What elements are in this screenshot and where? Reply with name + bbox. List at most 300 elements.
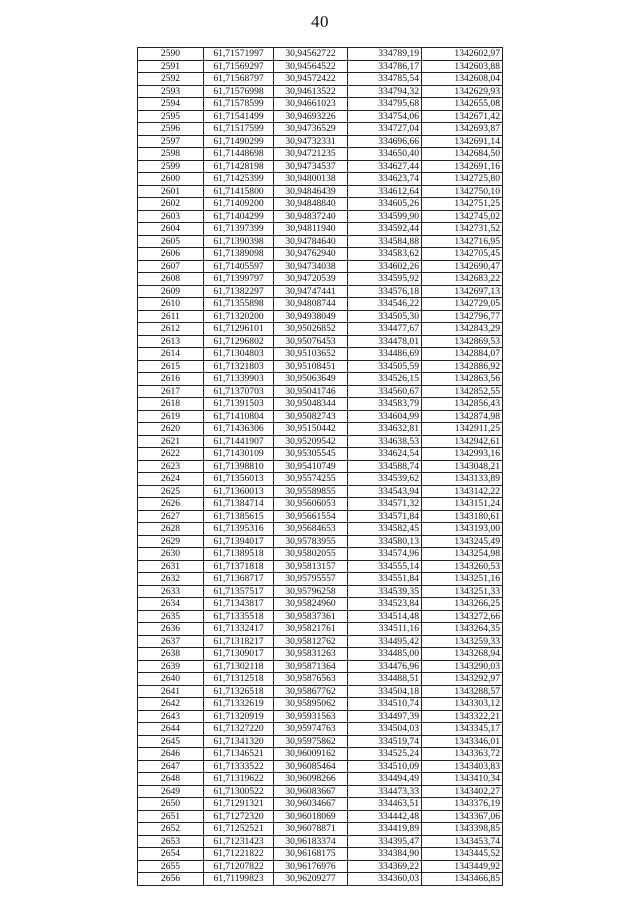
point-number-cell: 2625 [138,485,204,498]
longitude-cell: 30,96085464 [274,760,348,773]
latitude-cell: 61,71221822 [204,848,274,861]
longitude-cell: 30,94808744 [274,298,348,311]
x-coordinate-cell: 334497,39 [348,710,422,723]
x-coordinate-cell: 334395,47 [348,835,422,848]
y-coordinate-cell: 1343259,33 [422,635,503,648]
latitude-cell: 61,71357517 [204,585,274,598]
latitude-cell: 61,71207822 [204,860,274,873]
table-row [138,223,503,236]
latitude-cell: 61,71384714 [204,498,274,511]
longitude-cell: 30,96034667 [274,798,348,811]
point-number-cell: 2594 [138,98,204,111]
latitude-cell: 61,71302118 [204,660,274,673]
point-number-cell: 2617 [138,385,204,398]
longitude-cell: 30,94572422 [274,73,348,86]
table-row [138,323,503,336]
point-number-cell: 2611 [138,310,204,323]
x-coordinate-cell: 334504,18 [348,685,422,698]
point-number-cell: 2654 [138,848,204,861]
point-number-cell: 2621 [138,435,204,448]
y-coordinate-cell: 1343466,85 [422,873,503,886]
table-row [138,760,503,773]
table-row [138,185,503,198]
longitude-cell: 30,95076453 [274,335,348,348]
x-coordinate-cell: 334510,74 [348,698,422,711]
latitude-cell: 61,71252521 [204,823,274,836]
table-row [138,298,503,311]
y-coordinate-cell: 1342655,08 [422,98,503,111]
y-coordinate-cell: 1342690,47 [422,260,503,273]
point-number-cell: 2620 [138,423,204,436]
table-row [138,698,503,711]
point-number-cell: 2640 [138,673,204,686]
table-row [138,110,503,123]
point-number-cell: 2615 [138,360,204,373]
longitude-cell: 30,94811940 [274,223,348,236]
latitude-cell: 61,71391503 [204,398,274,411]
longitude-cell: 30,94747441 [274,285,348,298]
y-coordinate-cell: 1342886,92 [422,360,503,373]
table-row [138,248,503,261]
point-number-cell: 2593 [138,85,204,98]
y-coordinate-cell: 1342671,42 [422,110,503,123]
y-coordinate-cell: 1343322,21 [422,710,503,723]
x-coordinate-cell: 334571,84 [348,510,422,523]
latitude-cell: 61,71389098 [204,248,274,261]
latitude-cell: 61,71355898 [204,298,274,311]
y-coordinate-cell: 1343288,57 [422,685,503,698]
point-number-cell: 2655 [138,860,204,873]
table-row [138,510,503,523]
page-number: 40 [311,12,329,31]
x-coordinate-cell: 334485,00 [348,648,422,661]
longitude-cell: 30,95895062 [274,698,348,711]
table-row [138,348,503,361]
coordinates-table [137,47,503,886]
table-row [138,585,503,598]
y-coordinate-cell: 1342856,43 [422,398,503,411]
table-row [138,373,503,386]
latitude-cell: 61,71385615 [204,510,274,523]
table-row [138,148,503,161]
table-row [138,573,503,586]
latitude-cell: 61,71448698 [204,148,274,161]
table-row [138,435,503,448]
longitude-cell: 30,94800138 [274,173,348,186]
x-coordinate-cell: 334511,16 [348,623,422,636]
longitude-cell: 30,95606053 [274,498,348,511]
table-row [138,523,503,536]
point-number-cell: 2616 [138,373,204,386]
longitude-cell: 30,95802055 [274,548,348,561]
x-coordinate-cell: 334555,14 [348,560,422,573]
y-coordinate-cell: 1342603,88 [422,60,503,73]
longitude-cell: 30,95974763 [274,723,348,736]
point-number-cell: 2597 [138,135,204,148]
longitude-cell: 30,96009162 [274,748,348,761]
point-number-cell: 2591 [138,60,204,73]
x-coordinate-cell: 334551,84 [348,573,422,586]
latitude-cell: 61,71335518 [204,610,274,623]
point-number-cell: 2637 [138,635,204,648]
point-number-cell: 2590 [138,48,204,61]
table-row [138,873,503,886]
y-coordinate-cell: 1343266,25 [422,598,503,611]
y-coordinate-cell: 1342863,56 [422,373,503,386]
longitude-cell: 30,95831263 [274,648,348,661]
latitude-cell: 61,71399797 [204,273,274,286]
table-row [138,160,503,173]
y-coordinate-cell: 1342751,25 [422,198,503,211]
table-row [138,48,503,61]
table-row [138,260,503,273]
point-number-cell: 2596 [138,123,204,136]
latitude-cell: 61,71272320 [204,810,274,823]
latitude-cell: 61,71296101 [204,323,274,336]
latitude-cell: 61,71428198 [204,160,274,173]
point-number-cell: 2634 [138,598,204,611]
table-row [138,810,503,823]
y-coordinate-cell: 1343272,66 [422,610,503,623]
longitude-cell: 30,95975862 [274,735,348,748]
y-coordinate-cell: 1343268,94 [422,648,503,661]
x-coordinate-cell: 334602,26 [348,260,422,273]
y-coordinate-cell: 1343193,00 [422,523,503,536]
latitude-cell: 61,71517599 [204,123,274,136]
longitude-cell: 30,95410749 [274,460,348,473]
x-coordinate-cell: 334510,09 [348,760,422,773]
point-number-cell: 2635 [138,610,204,623]
y-coordinate-cell: 1342993,16 [422,448,503,461]
longitude-cell: 30,95931563 [274,710,348,723]
table-row [138,173,503,186]
latitude-cell: 61,71356013 [204,473,274,486]
x-coordinate-cell: 334526,15 [348,373,422,386]
latitude-cell: 61,71320919 [204,710,274,723]
y-coordinate-cell: 1343251,33 [422,585,503,598]
y-coordinate-cell: 1343376,19 [422,798,503,811]
x-coordinate-cell: 334754,06 [348,110,422,123]
point-number-cell: 2648 [138,773,204,786]
longitude-cell: 30,96083667 [274,785,348,798]
y-coordinate-cell: 1342843,29 [422,323,503,336]
longitude-cell: 30,95150442 [274,423,348,436]
x-coordinate-cell: 334576,18 [348,285,422,298]
point-number-cell: 2653 [138,835,204,848]
y-coordinate-cell: 1342745,02 [422,210,503,223]
latitude-cell: 61,71394017 [204,535,274,548]
longitude-cell: 30,95813157 [274,560,348,573]
table-row [138,610,503,623]
table-row [138,710,503,723]
point-number-cell: 2623 [138,460,204,473]
x-coordinate-cell: 334360,03 [348,873,422,886]
table-row [138,398,503,411]
x-coordinate-cell: 334539,62 [348,473,422,486]
latitude-cell: 61,71231423 [204,835,274,848]
longitude-cell: 30,94736529 [274,123,348,136]
y-coordinate-cell: 1342731,52 [422,223,503,236]
longitude-cell: 30,94721235 [274,148,348,161]
latitude-cell: 61,71371818 [204,560,274,573]
y-coordinate-cell: 1343410,34 [422,773,503,786]
longitude-cell: 30,95209542 [274,435,348,448]
point-number-cell: 2643 [138,710,204,723]
x-coordinate-cell: 334495,42 [348,635,422,648]
point-number-cell: 2619 [138,410,204,423]
longitude-cell: 30,95812762 [274,635,348,648]
coordinates-table-body [138,48,503,886]
table-row [138,73,503,86]
longitude-cell: 30,95041746 [274,385,348,398]
x-coordinate-cell: 334494,49 [348,773,422,786]
point-number-cell: 2652 [138,823,204,836]
y-coordinate-cell: 1342796,77 [422,310,503,323]
table-row [138,685,503,698]
latitude-cell: 61,71320200 [204,310,274,323]
x-coordinate-cell: 334571,32 [348,498,422,511]
latitude-cell: 61,71332619 [204,698,274,711]
y-coordinate-cell: 1342629,93 [422,85,503,98]
latitude-cell: 61,71398810 [204,460,274,473]
x-coordinate-cell: 334794,32 [348,85,422,98]
latitude-cell: 61,71360013 [204,485,274,498]
y-coordinate-cell: 1342884,07 [422,348,503,361]
longitude-cell: 30,95589855 [274,485,348,498]
longitude-cell: 30,95026852 [274,323,348,336]
latitude-cell: 61,71390398 [204,235,274,248]
x-coordinate-cell: 334419,89 [348,823,422,836]
table-row [138,748,503,761]
y-coordinate-cell: 1343260,53 [422,560,503,573]
point-number-cell: 2606 [138,248,204,261]
latitude-cell: 61,71332417 [204,623,274,636]
y-coordinate-cell: 1342691,14 [422,135,503,148]
longitude-cell: 30,95063649 [274,373,348,386]
latitude-cell: 61,71576998 [204,85,274,98]
table-row [138,798,503,811]
latitude-cell: 61,71405597 [204,260,274,273]
longitude-cell: 30,95783955 [274,535,348,548]
latitude-cell: 61,71312518 [204,673,274,686]
point-number-cell: 2610 [138,298,204,311]
y-coordinate-cell: 1343151,24 [422,498,503,511]
latitude-cell: 61,71430109 [204,448,274,461]
y-coordinate-cell: 1342911,25 [422,423,503,436]
latitude-cell: 61,71339903 [204,373,274,386]
y-coordinate-cell: 1343398,85 [422,823,503,836]
x-coordinate-cell: 334727,04 [348,123,422,136]
table-row [138,623,503,636]
x-coordinate-cell: 334574,96 [348,548,422,561]
y-coordinate-cell: 1343303,12 [422,698,503,711]
latitude-cell: 61,71309017 [204,648,274,661]
point-number-cell: 2650 [138,798,204,811]
table-row [138,135,503,148]
x-coordinate-cell: 334583,62 [348,248,422,261]
x-coordinate-cell: 334539,35 [348,585,422,598]
longitude-cell: 30,94846439 [274,185,348,198]
table-row [138,835,503,848]
y-coordinate-cell: 1343245,49 [422,535,503,548]
point-number-cell: 2604 [138,223,204,236]
longitude-cell: 30,95837361 [274,610,348,623]
x-coordinate-cell: 334696,66 [348,135,422,148]
point-number-cell: 2599 [138,160,204,173]
point-number-cell: 2605 [138,235,204,248]
x-coordinate-cell: 334623,74 [348,173,422,186]
table-row [138,85,503,98]
table-row [138,310,503,323]
longitude-cell: 30,94732331 [274,135,348,148]
longitude-cell: 30,95048344 [274,398,348,411]
point-number-cell: 2607 [138,260,204,273]
y-coordinate-cell: 1342693,87 [422,123,503,136]
latitude-cell: 61,71326518 [204,685,274,698]
x-coordinate-cell: 334442,48 [348,810,422,823]
longitude-cell: 30,95684653 [274,523,348,536]
x-coordinate-cell: 334476,96 [348,660,422,673]
point-number-cell: 2624 [138,473,204,486]
latitude-cell: 61,71327220 [204,723,274,736]
longitude-cell: 30,95796258 [274,585,348,598]
latitude-cell: 61,71343817 [204,598,274,611]
x-coordinate-cell: 334504,03 [348,723,422,736]
point-number-cell: 2638 [138,648,204,661]
x-coordinate-cell: 334632,81 [348,423,422,436]
y-coordinate-cell: 1343345,17 [422,723,503,736]
point-number-cell: 2592 [138,73,204,86]
y-coordinate-cell: 1342750,10 [422,185,503,198]
point-number-cell: 2613 [138,335,204,348]
longitude-cell: 30,96098266 [274,773,348,786]
point-number-cell: 2630 [138,548,204,561]
x-coordinate-cell: 334477,67 [348,323,422,336]
longitude-cell: 30,94693226 [274,110,348,123]
longitude-cell: 30,96209277 [274,873,348,886]
longitude-cell: 30,96018069 [274,810,348,823]
latitude-cell: 61,71441907 [204,435,274,448]
point-number-cell: 2644 [138,723,204,736]
longitude-cell: 30,94720539 [274,273,348,286]
latitude-cell: 61,71410804 [204,410,274,423]
latitude-cell: 61,71389518 [204,548,274,561]
latitude-cell: 61,71578599 [204,98,274,111]
table-row [138,823,503,836]
point-number-cell: 2614 [138,348,204,361]
table-row [138,360,503,373]
x-coordinate-cell: 334525,24 [348,748,422,761]
point-number-cell: 2626 [138,498,204,511]
table-row [138,423,503,436]
table-row [138,60,503,73]
latitude-cell: 61,71436306 [204,423,274,436]
longitude-cell: 30,94762940 [274,248,348,261]
point-number-cell: 2598 [138,148,204,161]
latitude-cell: 61,71199823 [204,873,274,886]
table-row [138,635,503,648]
table-row [138,660,503,673]
point-number-cell: 2632 [138,573,204,586]
y-coordinate-cell: 1343254,98 [422,548,503,561]
latitude-cell: 61,71409200 [204,198,274,211]
x-coordinate-cell: 334605,26 [348,198,422,211]
longitude-cell: 30,94784640 [274,235,348,248]
y-coordinate-cell: 1343290,03 [422,660,503,673]
table-row [138,198,503,211]
point-number-cell: 2641 [138,685,204,698]
latitude-cell: 61,71415800 [204,185,274,198]
latitude-cell: 61,71319622 [204,773,274,786]
y-coordinate-cell: 1343403,83 [422,760,503,773]
table-row [138,448,503,461]
y-coordinate-cell: 1343292,97 [422,673,503,686]
latitude-cell: 61,71397399 [204,223,274,236]
latitude-cell: 61,71304803 [204,348,274,361]
latitude-cell: 61,71300522 [204,785,274,798]
table-row [138,335,503,348]
longitude-cell: 30,96183374 [274,835,348,848]
table-row [138,673,503,686]
point-number-cell: 2618 [138,398,204,411]
latitude-cell: 61,71346521 [204,748,274,761]
y-coordinate-cell: 1342869,53 [422,335,503,348]
x-coordinate-cell: 334624,54 [348,448,422,461]
table-row [138,285,503,298]
longitude-cell: 30,95103652 [274,348,348,361]
point-number-cell: 2636 [138,623,204,636]
x-coordinate-cell: 334505,30 [348,310,422,323]
point-number-cell: 2628 [138,523,204,536]
y-coordinate-cell: 1343133,89 [422,473,503,486]
longitude-cell: 30,94562722 [274,48,348,61]
latitude-cell: 61,71382297 [204,285,274,298]
x-coordinate-cell: 334514,48 [348,610,422,623]
longitude-cell: 30,94938049 [274,310,348,323]
x-coordinate-cell: 334795,68 [348,98,422,111]
longitude-cell: 30,95871364 [274,660,348,673]
latitude-cell: 61,71569297 [204,60,274,73]
y-coordinate-cell: 1342874,98 [422,410,503,423]
table-row [138,460,503,473]
y-coordinate-cell: 1343453,74 [422,835,503,848]
latitude-cell: 61,71333522 [204,760,274,773]
table-row [138,860,503,873]
y-coordinate-cell: 1343180,61 [422,510,503,523]
table-row [138,273,503,286]
x-coordinate-cell: 334588,74 [348,460,422,473]
x-coordinate-cell: 334560,67 [348,385,422,398]
longitude-cell: 30,94564522 [274,60,348,73]
table-row [138,723,503,736]
y-coordinate-cell: 1342602,97 [422,48,503,61]
point-number-cell: 2609 [138,285,204,298]
longitude-cell: 30,95108451 [274,360,348,373]
x-coordinate-cell: 334595,92 [348,273,422,286]
table-row [138,785,503,798]
x-coordinate-cell: 334488,51 [348,673,422,686]
longitude-cell: 30,95821761 [274,623,348,636]
y-coordinate-cell: 1342608,04 [422,73,503,86]
x-coordinate-cell: 334486,69 [348,348,422,361]
point-number-cell: 2651 [138,810,204,823]
x-coordinate-cell: 334604,99 [348,410,422,423]
table-row [138,485,503,498]
latitude-cell: 61,71425399 [204,173,274,186]
y-coordinate-cell: 1343346,01 [422,735,503,748]
x-coordinate-cell: 334519,74 [348,735,422,748]
y-coordinate-cell: 1343251,16 [422,573,503,586]
